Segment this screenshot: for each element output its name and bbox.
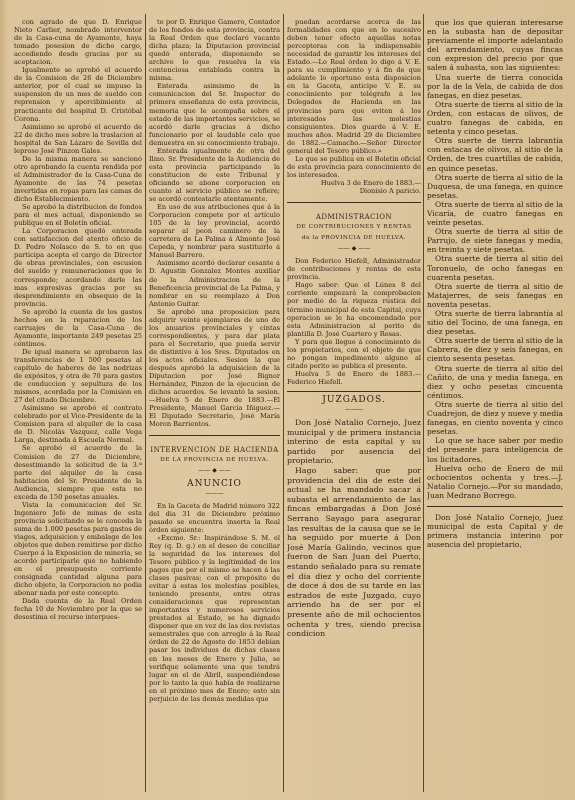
- column-rule: [145, 14, 146, 792]
- paragraph: Lo que se hace saber por medio del presente para inteligencia de los licitadores.: [427, 436, 563, 464]
- column-2: [149, 18, 280, 788]
- paragraph: puedan acordarse acerca de las formalidades con que en lo sucesivo deben tener efecto aquellas notas perceptoras con la indispensable necesidad de garantir los intereses del Estado.—Lo Real órden lo digo á V. E. para su cumplimiento y á fin de que adelante lo oportuno esta disposicion en la Gaceta, anticipe V. E. su conocimiento por telégrafo á los Delegados de Hacienda en las provincias para que eviten á los interesados las molestias consiguientes. Dios guarde á V. E. muchos años. Madrid 29 de Diciembre de 1882.—Camacho.—Señor Director general del Tesoro público.»: [287, 18, 421, 155]
- column-rule: [283, 14, 284, 792]
- paragraph: Hago saber: Que el Lúnes 8 del corriente empezará la comprobacion por medio de la riqueza rústica del término municipal de esta Capital, cuya operacion se le ha encomendado por esta Administracion al perito de plantilla D. José Cuartero y Rosas.: [287, 281, 421, 338]
- paragraph: to por D. Enrique Gamero, Contador de los fondos de esta provincia, contra la Real Orden que declaró vacante dicha plaza; la Diputacion provincial quedó enterada, disponiendo se archive lo que resuelva la vía contenciosa entablada contra la misma.: [149, 18, 280, 83]
- ornament-separator: —— ◆ ——: [337, 245, 371, 253]
- paragraph: Otra suerte de tierra al sitio del Toronuelo, de ocho fanegas en cuarenta pesetas.: [427, 254, 563, 282]
- signature-line: Huelva 5 de Enero de 1883.—Federico Hiefell.: [287, 369, 421, 386]
- paragraph: Dada cuenta de la Real Orden fecha 10 de Noviembre por la que se desestima el recurso interpues-: [14, 597, 142, 622]
- section-divider: [427, 506, 563, 507]
- section-subheading: de la PROVINCIA DE HUELVA.: [301, 235, 407, 242]
- paragraph: Otra suerte de tierra labrantía al sitio del Tocino, de una fanega, en diez pesetas.: [427, 309, 563, 337]
- paragraph: Otra suerte de tierra al sitio de la Orden, con estacas de olivos, de cuatro fanegas de cabida, en setenta y cinco pesetas.: [427, 99, 563, 137]
- paragraph: La Corporacion quedó enterada con satisfaccion del atento oficio de D. Pedro Nolasco de S. to en que participa acepta el cargo de Director de obras provinciales, con escusion del sueldo y remuneraciones que le corresponde; acordando darle las mas expresivas gracias por su desprendimiento en obsequio de la provincia.: [14, 227, 142, 308]
- paragraph: Y para que llegue á conocimiento de los propietarios, con el objeto de que no pongan impedimento alguno al citado perito se publica el presente.: [287, 337, 421, 370]
- column-3: [287, 18, 421, 788]
- anuncio-heading: ANUNCIO: [187, 478, 242, 489]
- paragraph: Asimismo se aprobó el contrato celebrado por el Vice-Presidente de la Comision para el alquiler de la casa de D. Nicolás Vazquez, calle Vega Larga, destinada á Escuela Normal.: [14, 404, 142, 445]
- paragraph: Otra suerte de tierra al sitio de la Duquesa, de una fanega, en quince pesetas.: [427, 172, 563, 200]
- paragraph: Igualmente se aprobó el acuerdo de la Comision de 26 de Diciembre anterior, por el cual se impuso la suspension de un mes de sueldo con reprension y apercibimiento al practicante del hospital D. Cristóbal Corona.: [14, 66, 142, 123]
- paragraph: Don Federico Hiefell, Administrador de contribuciones y rentas de esta provincia.: [287, 257, 421, 282]
- section-subheading: DE LA PROVINCIA DE HUELVA.: [160, 457, 269, 464]
- paragraph: Enterada asimismo de la comunicacion del Sr. Inspector de primera enseñanza de esta provincia, memoria que le acompaña sobre el estado de las importantes servicios, se acordó darle gracias á dicho funcionario por el laudable celo que demuestra en su conocimiento trabajo.: [149, 82, 280, 147]
- column-rule: [423, 14, 424, 792]
- paragraph: De la misma manera se sancionó otro aprobando la cuenta rendida por el Administrador de la Casa-Cuna de Ayamonte de las 74 pesetas invertidas en ropas para las camas de dicho Establecimiento.: [14, 154, 142, 204]
- paragraph: Otra suerte de tierra al sitio de la Vicaría, de cuatro fanegas en veinte pesetas.: [427, 199, 563, 228]
- paragraph: Otra suerte de tierra al sitio del Cuadrejon, de diez y nueve y media fanegas, en ciento noventa y cinco pesetas.: [427, 399, 563, 437]
- paragraph: En uso de sus atribuciones que á la Corporacion compete por el artículo 105 de la ley provincial, acordó separar al peon caminero de la carretera de La Palma á Almonte José Cepeda, y nombrar para sustituirlo á Manuel Barrero.: [149, 203, 280, 260]
- paragraph: Una suerte de tierra conocida por la de la Vela, de cabida de dos fanegas, en diez pesetas.: [427, 72, 563, 100]
- paragraph: Asimismo acordó declarar cesante á D. Agustin Gonzalez Montes auxiliar de la Administracion de la Beneficencia provincial de La Palma, y nombrar en su reemplazo á Don Antonio Guitar.: [149, 259, 280, 308]
- paragraph: Otra suerte de tierra labrantía con estacas de olivos, al sitio de la Orden, de tres cuartillas de cabida, en quince pesetas.: [427, 136, 563, 173]
- section-heading-administracion: ADMINISTRACION: [315, 213, 393, 222]
- paragraph: Hago saber: que por providencia del dia de este del actual se ha mandado sacar á subasta el arrendamiento de las fincas embargadas á Don José Serrano Sayago para asegurar las resultas de la causa que se le ha seguido por muerte á Don José María Galindo, vecinos que fueron de San Juan del Puerto, estando señalado para su remate el dia diez y ocho del corriente de doce á dos de su tarde en las estrados de este Juzgado, cuyo arriendo ha de ser por el presente año de mil ochocientos ochenta y tres, siendo precisa condicion: [287, 466, 421, 639]
- paragraph: Se aprobó una proposicion para adquirir veinte ejemplares de uno de los anuarios provinciales y cintas correspondientes, y para dar plata para el Secretario, que pueda servir de distintivo á los Sres. Diputados en los actos oficiales. Sesion la que después aprobó la adquisicion de la Diputacion por José Bignor Hernández, Pinzon de la ejecucion de dichos acuerdos. Se levantó la sesion.—Huelva 5 de Enero de 1883.—El Presidente, Manuel Garcia Iñiguez.—El Diputado Secretario, José María Moron Barrientos.: [149, 307, 280, 429]
- ornament-separator: ———: [345, 406, 363, 414]
- paragraph: Se aprobó la cuenta de los gastos hechos en la reparacion de los carruajes de la Casa-Cuna de Ayamonte, importante 249 pesetas 25 céntimos.: [14, 307, 142, 348]
- column-1: [14, 18, 142, 788]
- paragraph: Don José Natalio Cornejo, Juez municipal y de primera instancia interino de esta capital y su partido por ausencia del propietario.: [287, 418, 421, 466]
- paragraph: Don José Natalio Cornejo, Juez municipal de esta Capital y de primera instancia interino por ausencia del propietario,: [427, 512, 563, 550]
- paragraph: Lo que se publica en el Boletin oficial de esta provincia para conocimiento de los interesados.: [287, 154, 421, 179]
- paragraph: que los que quieran interesarse en la subasta han de depositar previamente el importe adelantado del arrendamiento, cuyas fincas con expresion del precio por que salen á subasta, son las siguientes:: [427, 18, 563, 73]
- juzgados-heading: JUZGADOS.: [322, 394, 386, 405]
- signature-line: Huelva ocho de Enero de mil ochocientos ochenta y tres.—J. Natalio Cornejo.—Por su mandado, Juan Medrano Borrego.: [427, 463, 563, 500]
- section-divider: [287, 202, 421, 203]
- paragraph: Se aprobó el acuerdo de la Comision de 27 de Diciembre, desestimando la solicitud de la 3.ª parte del alquiler de la casa habitacion del Sr. Presidente de la Audiencia, siempre que esta no exceda de 150 pesetas anuales.: [14, 444, 142, 501]
- paragraph: «Excmo. Sr.: Inspirándose S. M. el Rey (q. D. g.) en el deseo de conciliar la seguridad de los intereses del Tesoro público y la legitimidad de los pagos que por el mismo se hacen á las clases pasivas; con el propósito de evitar á estas los molestias posibles, teniendo presente, entre otras consideraciones que representan importantes y numerosos servicios prestados al Estado, se ha dignado disponer que en vez de las dos revistas semestrales que con arreglo á la Real órden de 22 de Agosto de 1853 debian pasar los individuos de dichas clases en los meses de Enero y Julio, se verifique solamente una que tendrá lugar en el de Abril, suspendiéndose por lo tanto la que había de realizarse en el próximo mes de Enero; esto sin perjuicio de las demás medidas que: [149, 533, 280, 703]
- paragraph: Asimismo se aprobó el acuerdo de 22 de dicho mes sobre la traslacion al hospital de San Lázaro de Sevilla del leproso José Pinzon Gales.: [14, 122, 142, 155]
- paragraph: Se aprobó la distribucion de fondos para el mes actual, disponiendo se publique en el Boletín oficial.: [14, 203, 142, 228]
- paragraph: Vista la comunicacion del Sr. Ingeniero Jefe de minas de esta provincia solicitando se le conceda la suma de 1.000 pesetas para gastos de viages, adquisicion y embalage de los objetos que deben remitirse por dicho Cuerpo á la Exposicion de minería, se acordó participarle que no habiendo en el presupuesto corriente consignada cantidad alguna para dicho objeto, la Corporacion no podia abonar nada por este concepto.: [14, 500, 142, 598]
- section-heading-intervencion: INTERVENCION DE HACIENDA: [150, 446, 279, 455]
- paragraph: con agrado de que D. Enrique Nieto Carlier, nombrado interventor de la Casa-cuna de Ayamonte, haya tomado posesion de dicho cargo, accediendo desde gracias por su aceptacion.: [14, 18, 142, 67]
- paragraph: Otra suerte de tierra al sitio de la Cabrera, de diez y seis fanegas, en ciento sesenta pesetas.: [427, 336, 563, 364]
- paragraph: De igual manera se aprobaron las transferencias de 1 500 pesetas al capítulo de haberes de las nodrizas de expósitos, y otra de 70 para gastos de conduccion y sepultura de los mismos, acordada por la Comision en 27 del citado Diciembre.: [14, 347, 142, 405]
- column-4: [427, 18, 563, 788]
- section-divider: [287, 391, 421, 392]
- paragraph: Otra suerte de tierra al sitio de Matajerres, de seis fanegas en noventa pesetas.: [427, 281, 563, 309]
- signature-line: Huelva 3 de Enero de 1883.—Dionisio A paricio.: [320, 178, 421, 195]
- paragraph: En la Gaceta de Madrid número 322 del dia 31 de Diciembre próximo pasado se encuentra inserta la Real órden siguiente:: [149, 501, 280, 534]
- section-divider: [149, 435, 280, 436]
- section-subheading: DE CONTRIBUCIONES Y RENTAS: [296, 224, 412, 231]
- ornament-separator: —— ◆ ——: [198, 467, 231, 475]
- paragraph: Otra suerte de tierra al sitio de Parrujo, de siete fanegas y media, en treinta y siete pesetas.: [427, 227, 563, 255]
- paragraph: Enterada igualmente de otra del Ilmo. Sr. Presidente de la Audiencia de esta provincia participando la constitucion de este Tribunal y oficiando se abone corporacion en cuanto al servicio público se refiere; se acordó contestarle atentamente.: [149, 146, 280, 204]
- ornament-separator: ———: [205, 489, 224, 497]
- paragraph: Otra suerte de tierra al sitio del Cañito, de una y media fanega, en diez y ocho pesetas cincuenta céntimos.: [427, 363, 563, 400]
